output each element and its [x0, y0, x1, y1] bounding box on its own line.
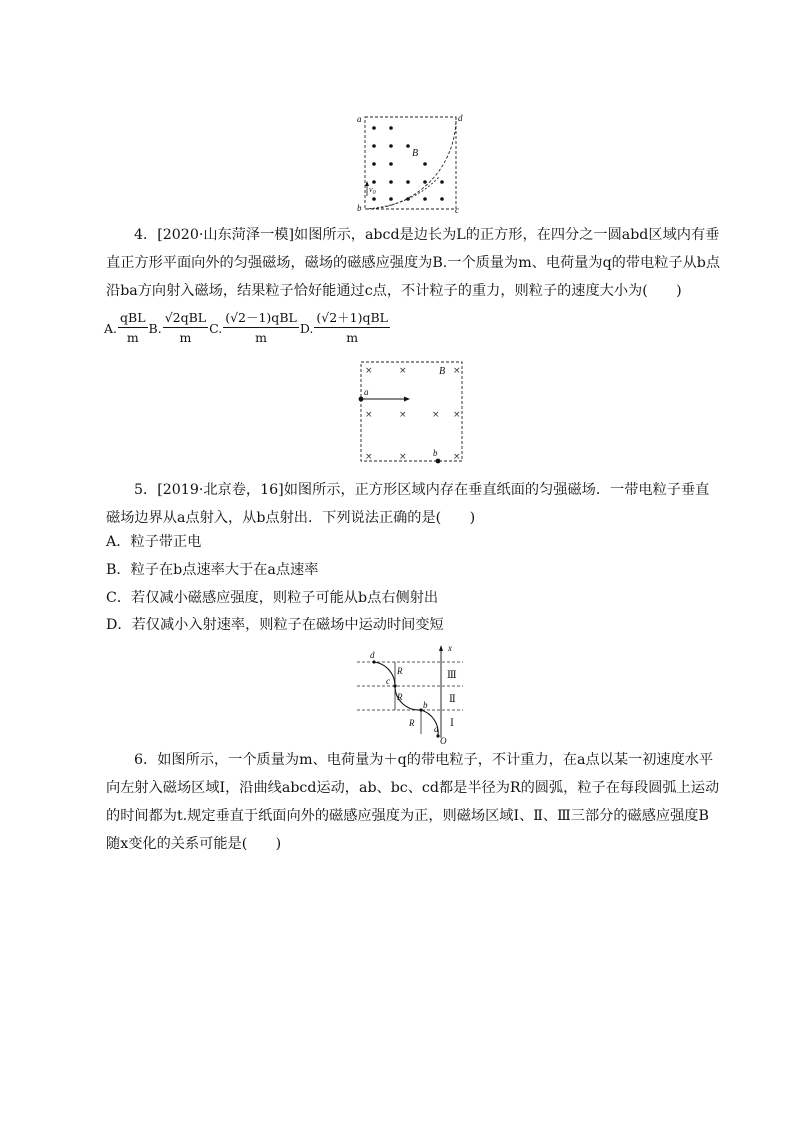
choice-D[interactable]: [300, 310, 391, 346]
choice-B-fraction: [163, 310, 208, 346]
field-dot: [389, 180, 393, 184]
question-6-text: 6．如图所示，一个质量为m、电荷量为＋q的带电粒子，不计重力，在a点以某一初速度水平向左射入磁场区域Ⅰ，沿曲线abcd运动，ab、bc、cd都是半径为R的圆弧，粒子在每段圆弧上运动的时间都为t.规定垂直于纸面向外的磁感应强度为正，则磁场区域Ⅰ、Ⅱ、Ⅲ三部分的磁感应强度B随x变化的关系可能是( ): [106, 752, 720, 852]
choice-D-numerator: (√2＋1)qBL: [314, 310, 390, 328]
label-x: x: [448, 643, 452, 653]
field-crosses: [365, 366, 461, 462]
choice-A-denominator: m: [126, 330, 139, 345]
choice-D-fraction: [314, 310, 390, 346]
choice-D-letter: D.: [299, 320, 314, 336]
question-5-option-C[interactable]: C．若仅减小磁感应强度，则粒子可能从b点右侧射出: [106, 590, 439, 606]
question-4-choices: [104, 306, 391, 350]
question-5-option-A[interactable]: A．粒子带正电: [106, 534, 202, 550]
choice-B-denominator: m: [179, 330, 192, 345]
quarter-circle-boundary: [365, 117, 456, 209]
choice-B-numerator: √2qBL: [163, 310, 208, 328]
choice-B-letter: B.: [148, 320, 162, 336]
choice-A[interactable]: [104, 310, 149, 346]
field-dot: [423, 197, 427, 201]
field-dot: [389, 162, 393, 166]
label-a: a: [364, 387, 369, 397]
label-region-II: Ⅱ: [449, 694, 456, 705]
question-5-option-D[interactable]: D．若仅减小入射速率，则粒子在磁场中运动时间变短: [106, 617, 444, 633]
field-cross: ×: [453, 410, 461, 420]
label-a: a: [434, 724, 439, 734]
choice-B[interactable]: [149, 310, 210, 346]
choice-C-denominator: m: [255, 330, 267, 345]
point-b: [436, 459, 441, 464]
label-field-B: B: [439, 366, 446, 377]
field-cross: ×: [399, 452, 407, 462]
question-5-option-B[interactable]: B．粒子在b点速率大于在a点速率: [106, 562, 319, 578]
particle-trajectory: [365, 176, 440, 209]
figure-q4-svg: [354, 110, 469, 216]
choice-C-numerator: (√2－1)qBL: [223, 310, 299, 328]
figure-q4: [354, 110, 469, 216]
field-dot: [440, 197, 444, 201]
label-R1: R: [397, 666, 403, 676]
velocity-arrowhead: [404, 397, 410, 402]
label-region-I: Ⅰ: [450, 718, 454, 729]
field-dot: [389, 197, 393, 201]
square-field-boundary: [361, 362, 462, 461]
label-b: b: [433, 448, 438, 458]
label-d: d: [458, 113, 463, 123]
choice-C-fraction: [223, 310, 299, 346]
label-c: c: [455, 205, 459, 215]
choice-C[interactable]: [209, 310, 300, 346]
field-cross: ×: [399, 366, 407, 376]
question-4-text: 4．[2020·山东菏泽一模]如图所示，abcd是边长为L的正方形，在四分之一圆abd区域内有垂直正方形平面向外的匀强磁场，磁场的磁感应强度为B.一个质量为m、电荷量为q的带电粒子从b点沿ba方向射入磁场，结果粒子恰好能通过c点，不计粒子的重力，则粒子的速度大小为( ): [106, 227, 721, 299]
label-O: O: [440, 736, 447, 746]
field-cross: ×: [453, 366, 461, 376]
field-dot: [372, 126, 376, 130]
figure-q6: [355, 640, 467, 746]
choice-A-letter: A.: [104, 320, 118, 336]
field-dot: [423, 162, 427, 166]
figure-q6-svg: [355, 640, 467, 746]
field-dot: [406, 180, 410, 184]
label-v0-main: v: [369, 185, 373, 194]
field-cross: ×: [453, 452, 461, 462]
label-v0: [369, 185, 376, 196]
field-cross: ×: [432, 410, 440, 420]
label-v0-sub: 0: [372, 190, 376, 196]
x-axis-arrowhead: [439, 645, 443, 651]
field-cross: ×: [365, 366, 373, 376]
point-a: [359, 397, 364, 402]
field-dot: [406, 144, 410, 148]
field-cross: ×: [365, 452, 373, 462]
label-a: a: [357, 114, 362, 124]
question-5-text: 5．[2019·北京卷，16]如图所示，正方形区域内存在垂直纸面的匀强磁场．一带电粒子垂直磁场边界从a点射入，从b点射出．下列说法正确的是( ): [106, 482, 710, 526]
figure-q5-svg: [352, 358, 468, 466]
point-d: [372, 660, 375, 663]
label-field-B: B: [412, 148, 419, 159]
arc-cd: [374, 662, 395, 686]
field-dot: [389, 144, 393, 148]
figure-q5: [352, 358, 468, 466]
choice-A-fraction: [118, 310, 148, 346]
label-b: b: [357, 203, 362, 213]
field-dot: [372, 162, 376, 166]
label-R2: R: [397, 692, 403, 702]
choice-A-numerator: qBL: [118, 310, 148, 328]
label-d: d: [370, 650, 375, 660]
label-R3: R: [409, 718, 415, 728]
square-boundary: [365, 117, 456, 209]
field-dot: [372, 197, 376, 201]
field-dots: [372, 126, 444, 201]
field-dot: [423, 180, 427, 184]
field-dot: [372, 180, 376, 184]
point-c: [393, 684, 396, 687]
label-b: b: [423, 700, 428, 710]
field-cross: ×: [399, 410, 407, 420]
field-dot: [372, 144, 376, 148]
choice-D-denominator: m: [346, 330, 359, 345]
choice-C-letter: C.: [209, 320, 223, 336]
field-cross: ×: [365, 410, 373, 420]
label-region-III: Ⅲ: [447, 670, 457, 681]
label-c: c: [386, 676, 390, 686]
field-dot: [389, 126, 393, 130]
field-dot: [406, 197, 410, 201]
field-dot: [440, 180, 444, 184]
